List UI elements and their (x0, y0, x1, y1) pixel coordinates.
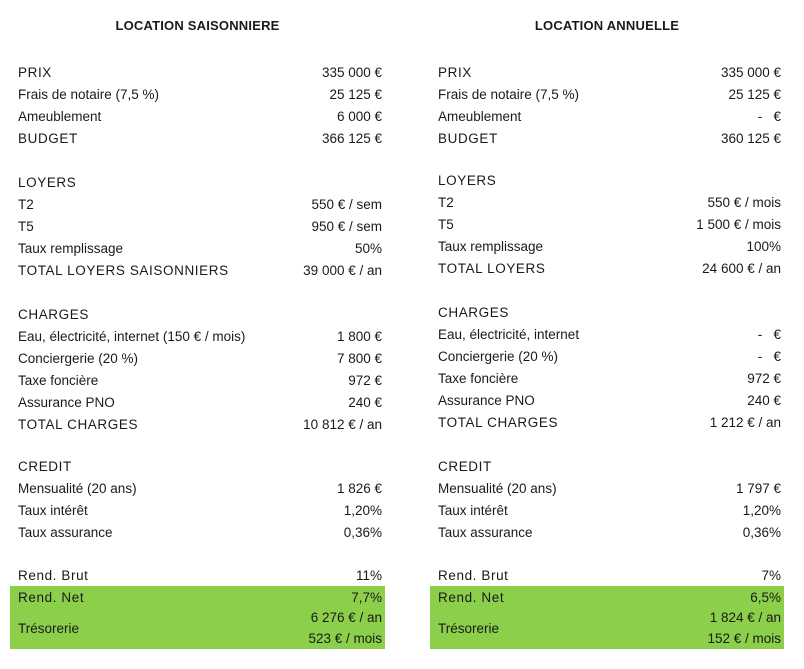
row-label: TOTAL LOYERS (438, 260, 546, 276)
row-value: 360 125 € (720, 130, 781, 146)
row-t2 (10, 193, 385, 215)
row-value: 240 € (348, 394, 382, 410)
row-total-loyers (10, 259, 385, 281)
tresorerie-year: 6 276 € / an (310, 610, 382, 625)
row-label: Frais de notaire (7,5 %) (438, 86, 580, 102)
row-label: Taux assurance (438, 524, 533, 540)
row-label: Mensualité (20 ans) (18, 480, 137, 496)
row-frais-notaire (10, 83, 385, 105)
section-title: CHARGES (18, 306, 89, 322)
row-rend-brut (430, 564, 784, 586)
row-value: 1 826 € (336, 480, 382, 496)
row-label: T2 (438, 194, 454, 210)
row-label: Assurance PNO (438, 392, 535, 408)
row-tresorerie (10, 607, 385, 649)
row-t2 (430, 191, 784, 213)
row-value: 7,7% (351, 589, 382, 605)
row-label: PRIX (438, 64, 472, 80)
row-rend-net (10, 586, 385, 608)
row-label: Mensualité (20 ans) (438, 480, 557, 496)
row-frais-notaire (430, 83, 784, 105)
row-ameublement (430, 105, 784, 127)
row-value: 39 000 € / an (303, 262, 382, 278)
row-label: BUDGET (438, 130, 498, 146)
row-label: Rend. Brut (18, 567, 89, 583)
row-label: TOTAL CHARGES (18, 416, 139, 432)
row-label: Taxe foncière (18, 372, 99, 388)
row-label: TOTAL CHARGES (438, 414, 559, 430)
row-taxe-fonciere (10, 369, 385, 391)
section-charges-title (430, 301, 784, 323)
tresorerie-month: 152 € / mois (707, 631, 781, 646)
row-value: 972 € (348, 372, 382, 388)
row-value: 25 125 € (728, 86, 781, 102)
row-mensualite (430, 477, 784, 499)
section-title: LOYERS (18, 174, 77, 190)
row-conciergerie (10, 347, 385, 369)
row-value: - € (757, 108, 781, 124)
section-credit-title (430, 455, 784, 477)
row-label: BUDGET (18, 130, 78, 146)
row-eau-electricite (430, 323, 784, 345)
row-label: Taux remplissage (18, 240, 124, 256)
row-rend-brut (10, 564, 385, 586)
row-label: Frais de notaire (7,5 %) (18, 86, 160, 102)
row-taux-interet (430, 499, 784, 521)
row-label: TOTAL LOYERS SAISONNIERS (18, 262, 229, 278)
row-t5 (430, 213, 784, 235)
row-assurance-pno (430, 389, 784, 411)
row-value: 240 € (747, 392, 781, 408)
row-tresorerie (430, 607, 784, 649)
row-value: 1 800 € (336, 328, 382, 344)
row-label: Trésorerie (18, 620, 80, 636)
row-label: Taux assurance (18, 524, 113, 540)
row-conciergerie (430, 345, 784, 367)
row-taxe-fonciere (430, 367, 784, 389)
row-value: 0,36% (343, 524, 382, 540)
row-value: 550 € / sem (311, 196, 382, 212)
row-ameublement (10, 105, 385, 127)
row-value: 972 € (747, 370, 781, 386)
section-credit-title (10, 455, 385, 477)
tresorerie-month: 523 € / mois (308, 631, 382, 646)
row-label: Rend. Net (438, 589, 505, 605)
tresorerie-year: 1 824 € / an (709, 610, 781, 625)
row-value: 1 500 € / mois (696, 216, 781, 232)
row-label: PRIX (18, 64, 52, 80)
row-value: 366 125 € (321, 130, 382, 146)
row-label: Eau, électricité, internet (150 € / mois) (18, 328, 246, 344)
column-title: LOCATION ANNUELLE (534, 18, 680, 33)
row-budget (430, 127, 784, 149)
row-taux-remplissage (430, 235, 784, 257)
row-label: T2 (18, 196, 34, 212)
row-total-charges (10, 413, 385, 435)
row-rend-net (430, 586, 784, 608)
row-value: 100% (746, 238, 781, 254)
row-value (707, 607, 784, 649)
row-assurance-pno (10, 391, 385, 413)
row-value: 24 600 € / an (702, 260, 781, 276)
section-title: CREDIT (438, 458, 492, 474)
row-label: Ameublement (18, 108, 102, 124)
section-title: LOYERS (438, 172, 497, 188)
row-label: Eau, électricité, internet (438, 326, 580, 342)
row-taux-assurance (10, 521, 385, 543)
row-label: Taxe foncière (438, 370, 519, 386)
row-label: Taux intérêt (438, 502, 508, 518)
row-label: Conciergerie (20 %) (438, 348, 559, 364)
row-total-charges (430, 411, 784, 433)
row-value (308, 607, 385, 649)
row-label: Rend. Brut (438, 567, 509, 583)
row-value: 1,20% (742, 502, 781, 518)
row-label: Assurance PNO (18, 394, 115, 410)
row-value: 335 000 € (321, 64, 382, 80)
row-budget (10, 127, 385, 149)
row-value: - € (757, 326, 781, 342)
row-label: Rend. Net (18, 589, 85, 605)
column-title: LOCATION SAISONNIERE (115, 18, 280, 33)
row-value: 7 800 € (336, 350, 382, 366)
row-value: 1,20% (343, 502, 382, 518)
row-value: 1 797 € (735, 480, 781, 496)
row-total-loyers (430, 257, 784, 279)
row-label: Trésorerie (438, 620, 500, 636)
row-value: 335 000 € (720, 64, 781, 80)
section-loyers-title (430, 169, 784, 191)
row-value: 6,5% (750, 589, 781, 605)
row-label: Conciergerie (20 %) (18, 350, 139, 366)
section-loyers-title (10, 171, 385, 193)
row-value: 25 125 € (329, 86, 382, 102)
row-prix (430, 61, 784, 83)
row-value: 10 812 € / an (303, 416, 382, 432)
row-value: 50% (354, 240, 382, 256)
row-label: Taux intérêt (18, 502, 88, 518)
row-taux-remplissage (10, 237, 385, 259)
row-eau-electricite (10, 325, 385, 347)
row-prix (10, 61, 385, 83)
row-value: 0,36% (742, 524, 781, 540)
row-value: 7% (761, 567, 781, 583)
row-label: Taux remplissage (438, 238, 544, 254)
row-t5 (10, 215, 385, 237)
row-value: 550 € / mois (707, 194, 781, 210)
row-value: 11% (355, 567, 382, 583)
row-value: - € (757, 348, 781, 364)
row-value: 1 212 € / an (709, 414, 781, 430)
section-title: CHARGES (438, 304, 509, 320)
row-label: Ameublement (438, 108, 522, 124)
section-charges-title (10, 303, 385, 325)
row-label: T5 (18, 218, 34, 234)
row-taux-assurance (430, 521, 784, 543)
row-value: 950 € / sem (311, 218, 382, 234)
row-mensualite (10, 477, 385, 499)
row-label: T5 (438, 216, 454, 232)
section-title: CREDIT (18, 458, 72, 474)
row-value: 6 000 € (336, 108, 382, 124)
row-taux-interet (10, 499, 385, 521)
